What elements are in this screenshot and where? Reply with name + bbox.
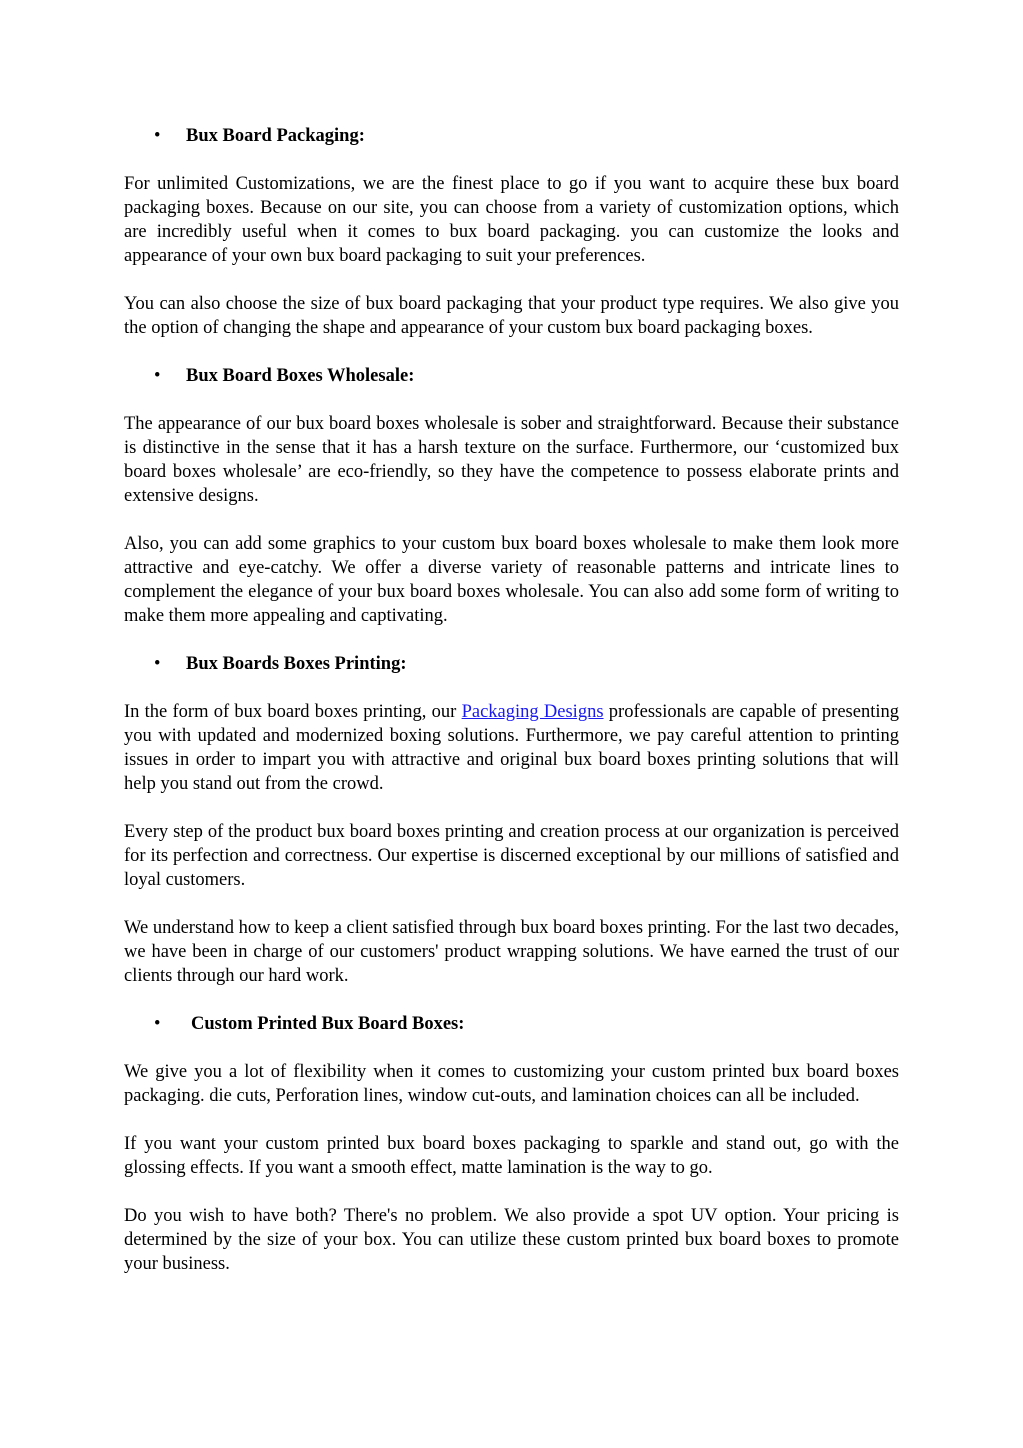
packaging-designs-link[interactable]: Packaging Designs [461, 702, 604, 722]
heading-text: Custom Printed Bux Board Boxes: [191, 1014, 465, 1034]
paragraph: We give you a lot of flexibility when it comes to customizing your custom printed bux board boxes packaging. die cuts, Perforation lines, window cut-outs, and lamination choices can all be included. [124, 1062, 899, 1106]
heading-text: Bux Boards Boxes Printing: [186, 654, 407, 674]
paragraph-with-link [124, 700, 899, 796]
bullet-icon: • [154, 1014, 161, 1034]
document-page [124, 124, 899, 1300]
bullet-icon: • [154, 654, 161, 674]
paragraph: The appearance of our bux board boxes wholesale is sober and straightforward. Because their substance is distinctive in the sense that it has a harsh texture on the surface. Furthermore, our ‘customized bux board boxes wholesale’ are eco-friendly, so they have the competence to possess elaborate prints and extensive designs. [124, 414, 899, 506]
paragraph: Also, you can add some graphics to your custom bux board boxes wholesale to make them look more attractive and eye-catchy. We offer a diverse variety of reasonable patterns and intricate lines to complement the elegance of your bux board boxes wholesale. You can also add some form of writing to make them more appealing and captivating. [124, 534, 899, 626]
paragraph: If you want your custom printed bux board boxes packaging to sparkle and stand out, go with the glossing effects. If you want a smooth effect, matte lamination is the way to go. [124, 1134, 899, 1178]
paragraph: Do you wish to have both? There's no problem. We also provide a spot UV option. Your pricing is determined by the size of your box. You can utilize these custom printed bux board boxes to promote your business. [124, 1206, 899, 1274]
section-heading-bux-boards-boxes-printing [124, 652, 899, 676]
paragraph-text: professionals are capable of presenting you with updated and modernized boxing solutions. Furthermore, we pay careful attention to printing issues in order to impart you with attractive and original bux board boxes printing solutions that will help you stand out from the crowd. [124, 702, 899, 794]
paragraph: For unlimited Customizations, we are the finest place to go if you want to acquire these bux board packaging boxes. Because on our site, you can choose from a variety of customization options, which are incredibly useful when it comes to bux board packaging. you can customize the looks and appearance of your own bux board packaging to suit your preferences. [124, 174, 899, 266]
paragraph: Every step of the product bux board boxes printing and creation process at our organization is perceived for its perfection and correctness. Our expertise is discerned exceptional by our millions of satisfied and loyal customers. [124, 822, 899, 890]
bullet-icon: • [154, 366, 161, 386]
bullet-icon: • [154, 126, 161, 146]
section-heading-bux-board-boxes-wholesale [124, 364, 899, 388]
paragraph: You can also choose the size of bux board packaging that your product type requires. We also give you the option of changing the shape and appearance of your custom bux board packaging boxes. [124, 294, 899, 338]
section-heading-bux-board-packaging [124, 124, 899, 148]
paragraph: We understand how to keep a client satisfied through bux board boxes printing. For the last two decades, we have been in charge of our customers' product wrapping solutions. We have earned the trust of our clients through our hard work. [124, 918, 899, 986]
paragraph-text: In the form of bux board boxes printing, our [124, 702, 462, 722]
section-heading-custom-printed-bux-board-boxes [124, 1012, 899, 1036]
heading-text: Bux Board Boxes Wholesale: [186, 366, 415, 386]
heading-text: Bux Board Packaging: [186, 126, 365, 146]
